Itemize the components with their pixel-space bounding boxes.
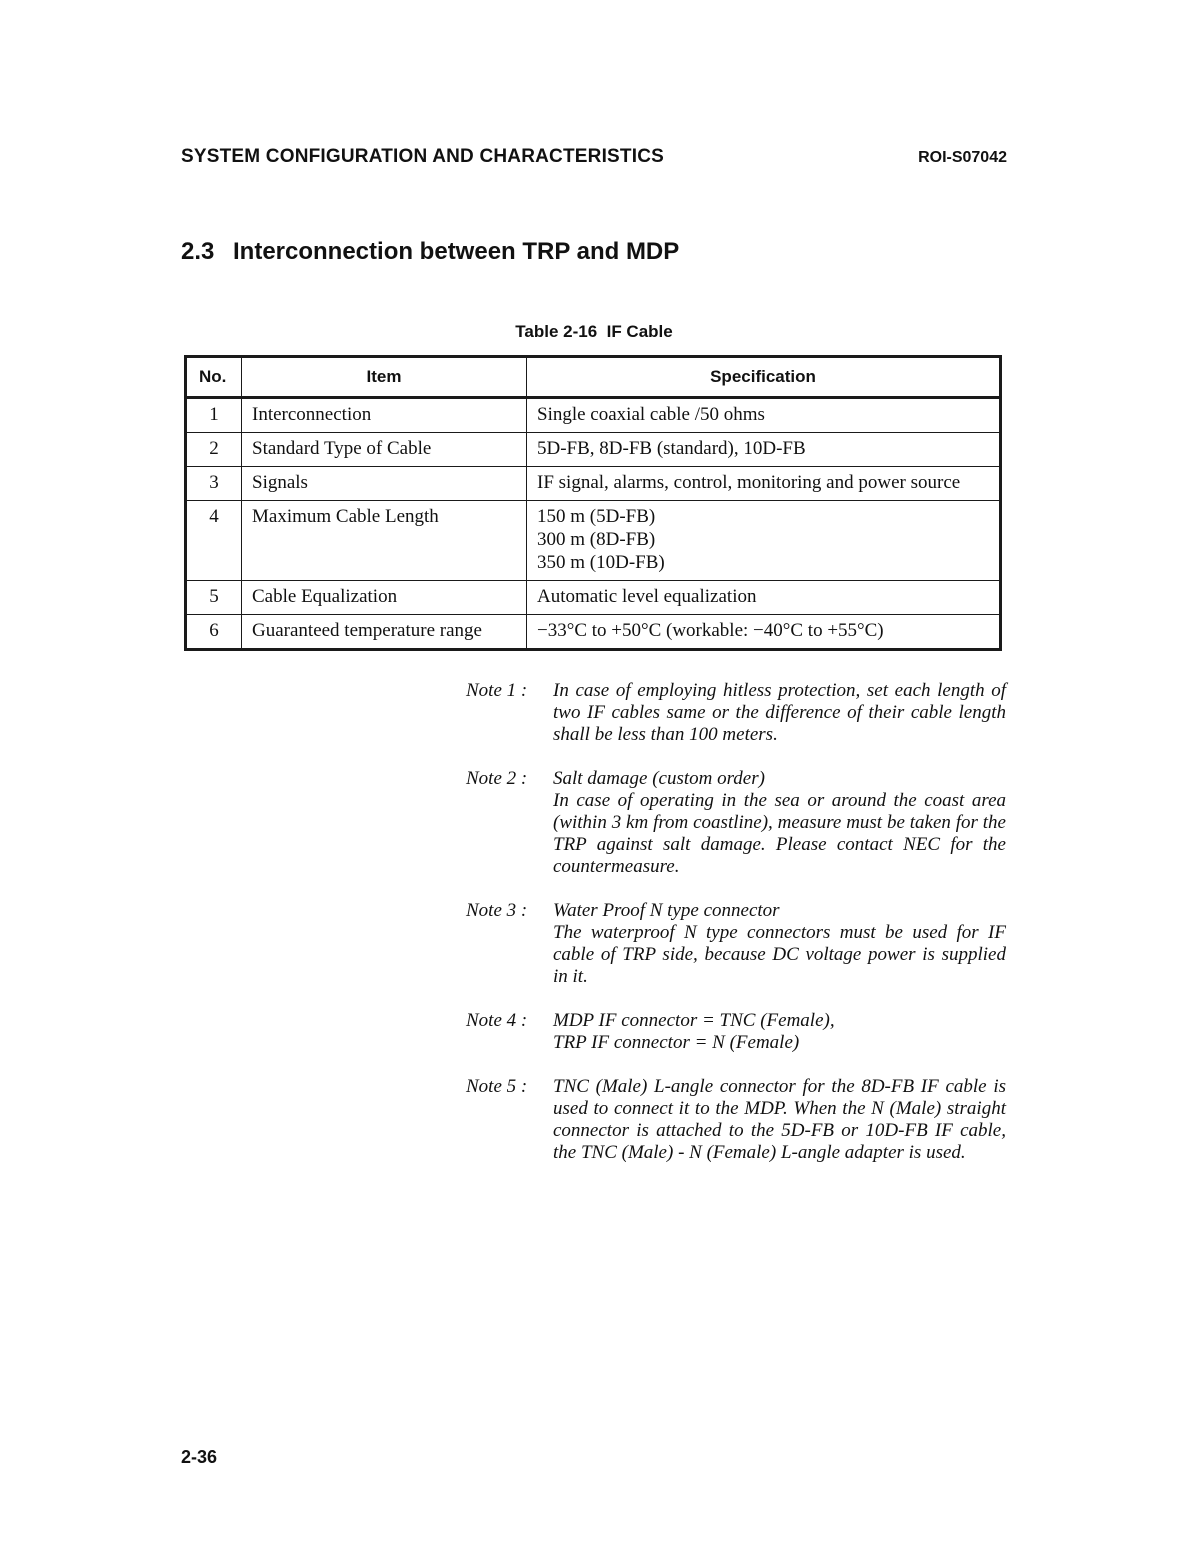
row-item: Maximum Cable Length [242, 501, 527, 581]
section-heading [181, 238, 679, 266]
row-specification [527, 501, 1001, 581]
note-label: Note 3 : [466, 900, 528, 921]
note-paragraph: Salt damage (custom order) [553, 768, 765, 789]
specification-line: 300 m (8D-FB) [537, 529, 656, 550]
section-number: 2.3 [181, 238, 215, 265]
note-5 [466, 1076, 1006, 1164]
note-2 [466, 768, 1006, 878]
note-text [553, 900, 1006, 988]
note-text [553, 1076, 1006, 1164]
table-notes [466, 680, 1006, 1186]
row-number: 3 [186, 467, 242, 501]
note-4 [466, 1010, 1006, 1054]
row-specification [527, 467, 1001, 501]
running-header [181, 146, 1007, 172]
note-3 [466, 900, 1006, 988]
document-code: ROI-S07042 [918, 149, 1007, 166]
row-specification [527, 615, 1001, 650]
row-item: Signals [242, 467, 527, 501]
note-label: Note 4 : [466, 1010, 528, 1031]
row-number: 1 [186, 398, 242, 433]
table-row [186, 501, 1001, 581]
note-text [553, 1010, 1006, 1054]
table-row [186, 398, 1001, 433]
note-text [553, 680, 1006, 746]
row-item: Cable Equalization [242, 581, 527, 615]
column-header-specification: Specification [527, 357, 1001, 398]
note-paragraph: In case of employing hitless protection, set each length of two IF cables same or the difference of their cable length shall be less than 100 meters. [553, 680, 1006, 745]
specification-line: −33°C to +50°C (workable: −40°C to +55°C) [537, 620, 884, 641]
row-number: 2 [186, 433, 242, 467]
column-header-no: No. [186, 357, 242, 398]
row-specification [527, 581, 1001, 615]
table-header-row [186, 357, 1001, 398]
table-row [186, 615, 1001, 650]
document-title: SYSTEM CONFIGURATION AND CHARACTERISTICS [181, 146, 664, 167]
note-paragraph: In case of operating in the sea or around the coast area (within 3 km from coastline), measure must be taken for the TRP against salt damage. Please contact NEC for the countermeasure. [553, 790, 1006, 877]
specification-line: 350 m (10D-FB) [537, 552, 665, 573]
table-row [186, 433, 1001, 467]
note-paragraph: TRP IF connector = N (Female) [553, 1032, 800, 1053]
table-row [186, 467, 1001, 501]
note-paragraph: Water Proof N type connector [553, 900, 780, 921]
specification-line: IF signal, alarms, control, monitoring and power source [537, 472, 961, 493]
note-paragraph: TNC (Male) L-angle connector for the 8D-FB IF cable is used to connect it to the MDP. When the N (Male) straight connector is attached to the 5D-FB or 10D-FB IF cable, the TNC (Male) - N (Female) L-angle adapter is used. [553, 1076, 1006, 1163]
note-paragraph: The waterproof N type connectors must be used for IF cable of TRP side, because DC voltage power is supplied in it. [553, 922, 1006, 987]
page-number: 2-36 [181, 1447, 218, 1467]
note-paragraph: MDP IF connector = TNC (Female), [553, 1010, 835, 1031]
row-specification [527, 433, 1001, 467]
row-number: 4 [186, 501, 242, 581]
table-row [186, 581, 1001, 615]
row-number: 6 [186, 615, 242, 650]
note-label: Note 5 : [466, 1076, 528, 1097]
specification-line: Automatic level equalization [537, 586, 757, 607]
if-cable-table [184, 355, 1002, 651]
note-1 [466, 680, 1006, 746]
section-title: Interconnection between TRP and MDP [233, 238, 680, 265]
note-text [553, 768, 1006, 878]
table-caption: Table 2-16 IF Cable [515, 322, 673, 341]
note-label: Note 2 : [466, 768, 528, 789]
specification-line: 5D-FB, 8D-FB (standard), 10D-FB [537, 438, 806, 459]
note-label: Note 1 : [466, 680, 528, 701]
row-number: 5 [186, 581, 242, 615]
row-specification [527, 398, 1001, 433]
column-header-item: Item [242, 357, 527, 398]
row-item: Interconnection [242, 398, 527, 433]
specification-line: 150 m (5D-FB) [537, 506, 656, 527]
row-item: Standard Type of Cable [242, 433, 527, 467]
row-item: Guaranteed temperature range [242, 615, 527, 650]
specification-line: Single coaxial cable /50 ohms [537, 404, 765, 425]
